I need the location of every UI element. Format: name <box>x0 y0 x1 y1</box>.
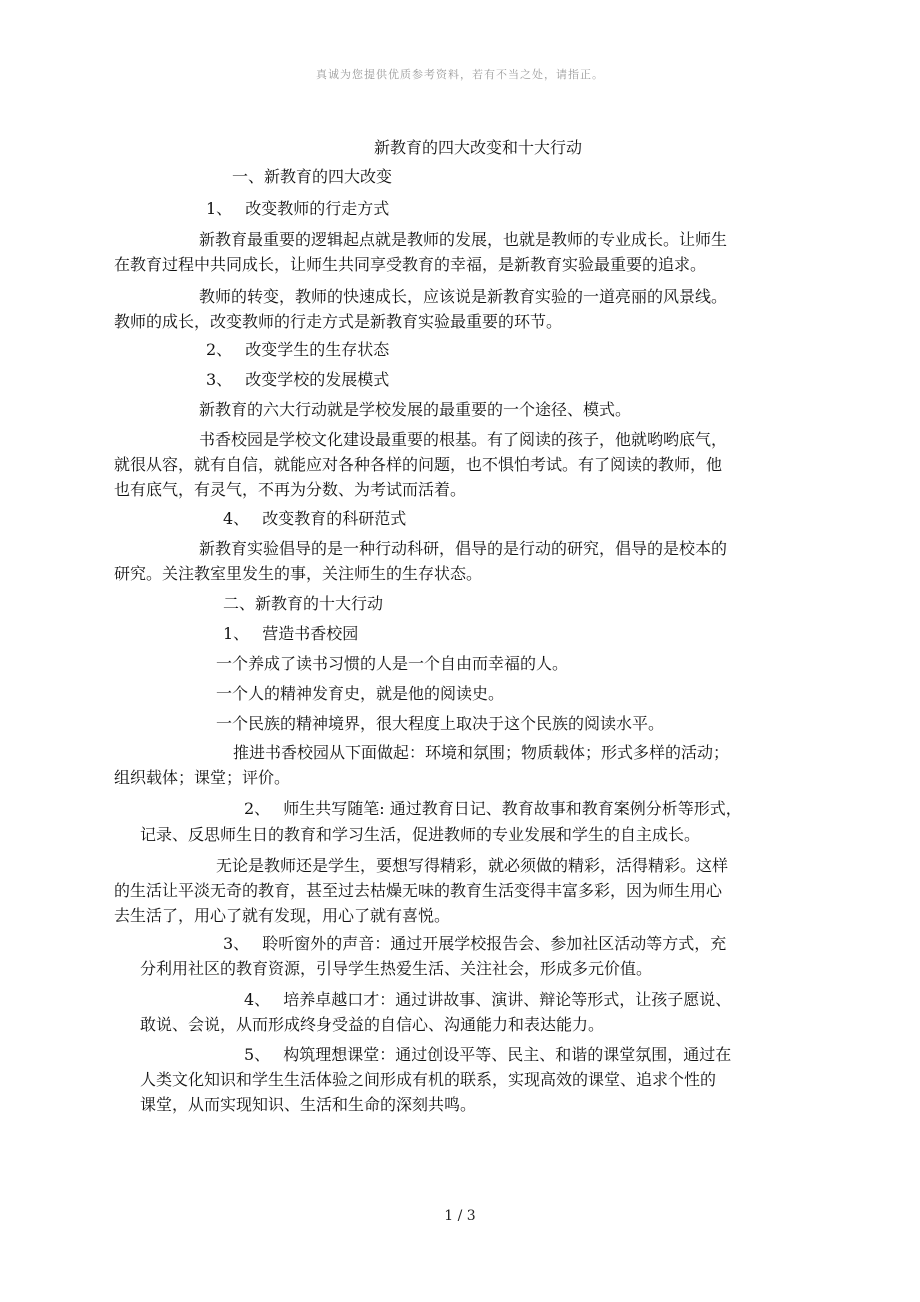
paragraph-line: 无论是教师还是学生，要想写得精彩，就必须做的精彩，活得精彩。这样 <box>216 856 729 875</box>
paragraph-line: 新教育实验倡导的是一种行动科研，倡导的是行动的研究，倡导的是校本的 <box>199 539 728 558</box>
paragraph-line: 人类文化知识和学生生活体验之间形成有机的联系，实现高效的课堂、追求个性的 <box>140 1070 717 1089</box>
paragraph-line: 分利用社区的教育资源，引导学生热爱生活、关注社会，形成多元价值。 <box>140 959 653 978</box>
document-title: 新教育的四大改变和十大行动 <box>373 138 582 157</box>
paragraph-line: 记录、反思师生日的教育和学习生活，促进教师的专业发展和学生的自主成长。 <box>140 825 701 844</box>
subsection-heading: 3、 改变学校的发展模式 <box>206 370 390 389</box>
paragraph-line: 也有底气，有灵气，不再为分数、为考试而活着。 <box>114 480 467 499</box>
action-item: 4、 培养卓越口才：通过讲故事、演讲、辩论等形式，让孩子愿说、 <box>244 990 732 1009</box>
header-note: 真诚为您提供优质参考资料，若有不当之处，请指正。 <box>316 68 604 81</box>
action-item: 2、 师生共写随笔: 通过教育日记、教育故事和教育案例分析等形式， <box>244 799 742 818</box>
paragraph-line: 书香校园是学校文化建设最重要的根基。有了阅读的孩子，他就哟哟底气， <box>199 430 728 449</box>
paragraph-line: 一个人的精神发育史，就是他的阅读史。 <box>216 684 505 703</box>
paragraph-line: 研究。关注教室里发生的事，关注师生的生存状态。 <box>114 564 483 583</box>
subsection-heading: 2、 改变学生的生存状态 <box>206 340 390 359</box>
subsection-heading: 1、 营造书香校园 <box>223 624 359 643</box>
paragraph-line: 敢说、会说，从而形成终身受益的自信心、沟通能力和表达能力。 <box>140 1015 605 1034</box>
paragraph-line: 的生活让平淡无奇的教育，甚至过去枯燥无味的教育生活变得丰富多彩，因为师生用心 <box>114 881 723 900</box>
action-item: 5、 构筑理想课堂：通过创设平等、民主、和谐的课堂氛围，通过在 <box>244 1045 732 1064</box>
page-number: 1 / 3 <box>444 1208 476 1224</box>
paragraph-line: 就很从容，就有自信，就能应对各种各样的问题，也不惧怕考试。有了阅读的教师，他 <box>114 455 723 474</box>
subsection-heading: 1、 改变教师的行走方式 <box>206 199 390 218</box>
paragraph-line: 一个民族的精神境界，很大程度上取决于这个民族的阅读水平。 <box>216 714 665 733</box>
action-item: 3、 聆听窗外的声音：通过开展学校报告会、参加社区活动等方式，充 <box>223 934 727 953</box>
paragraph-line: 课堂，从而实现知识、生活和生命的深刻共鸣。 <box>140 1095 477 1114</box>
section-heading: 一、新教育的四大改变 <box>232 167 393 186</box>
paragraph-line: 新教育的六大行动就是学校发展的最重要的一个途径、模式。 <box>199 400 632 419</box>
paragraph-line: 推进书香校园从下面做起：环境和氛围；物质载体；形式多样的活动； <box>233 743 730 762</box>
paragraph-line: 一个养成了读书习惯的人是一个自由而幸福的人。 <box>216 654 569 673</box>
paragraph-line: 新教育最重要的逻辑起点就是教师的发展，也就是教师的专业成长。让师生 <box>199 230 728 249</box>
paragraph-line: 在教育过程中共同成长，让师生共同享受教育的幸福，是新教育实验最重要的追求。 <box>114 255 707 274</box>
paragraph-line: 教师的转变，教师的快速成长，应该说是新教育实验的一道亮丽的风景线。 <box>199 287 728 306</box>
paragraph-line: 教师的成长，改变教师的行走方式是新教育实验最重要的环节。 <box>114 312 563 331</box>
paragraph-line: 去生活了，用心了就有发现，用心了就有喜悦。 <box>114 906 451 925</box>
section-heading: 二、新教育的十大行动 <box>223 594 384 613</box>
paragraph-line: 组织载体；课堂；评价。 <box>114 768 291 787</box>
subsection-heading: 4、 改变教育的科研范式 <box>223 509 407 528</box>
